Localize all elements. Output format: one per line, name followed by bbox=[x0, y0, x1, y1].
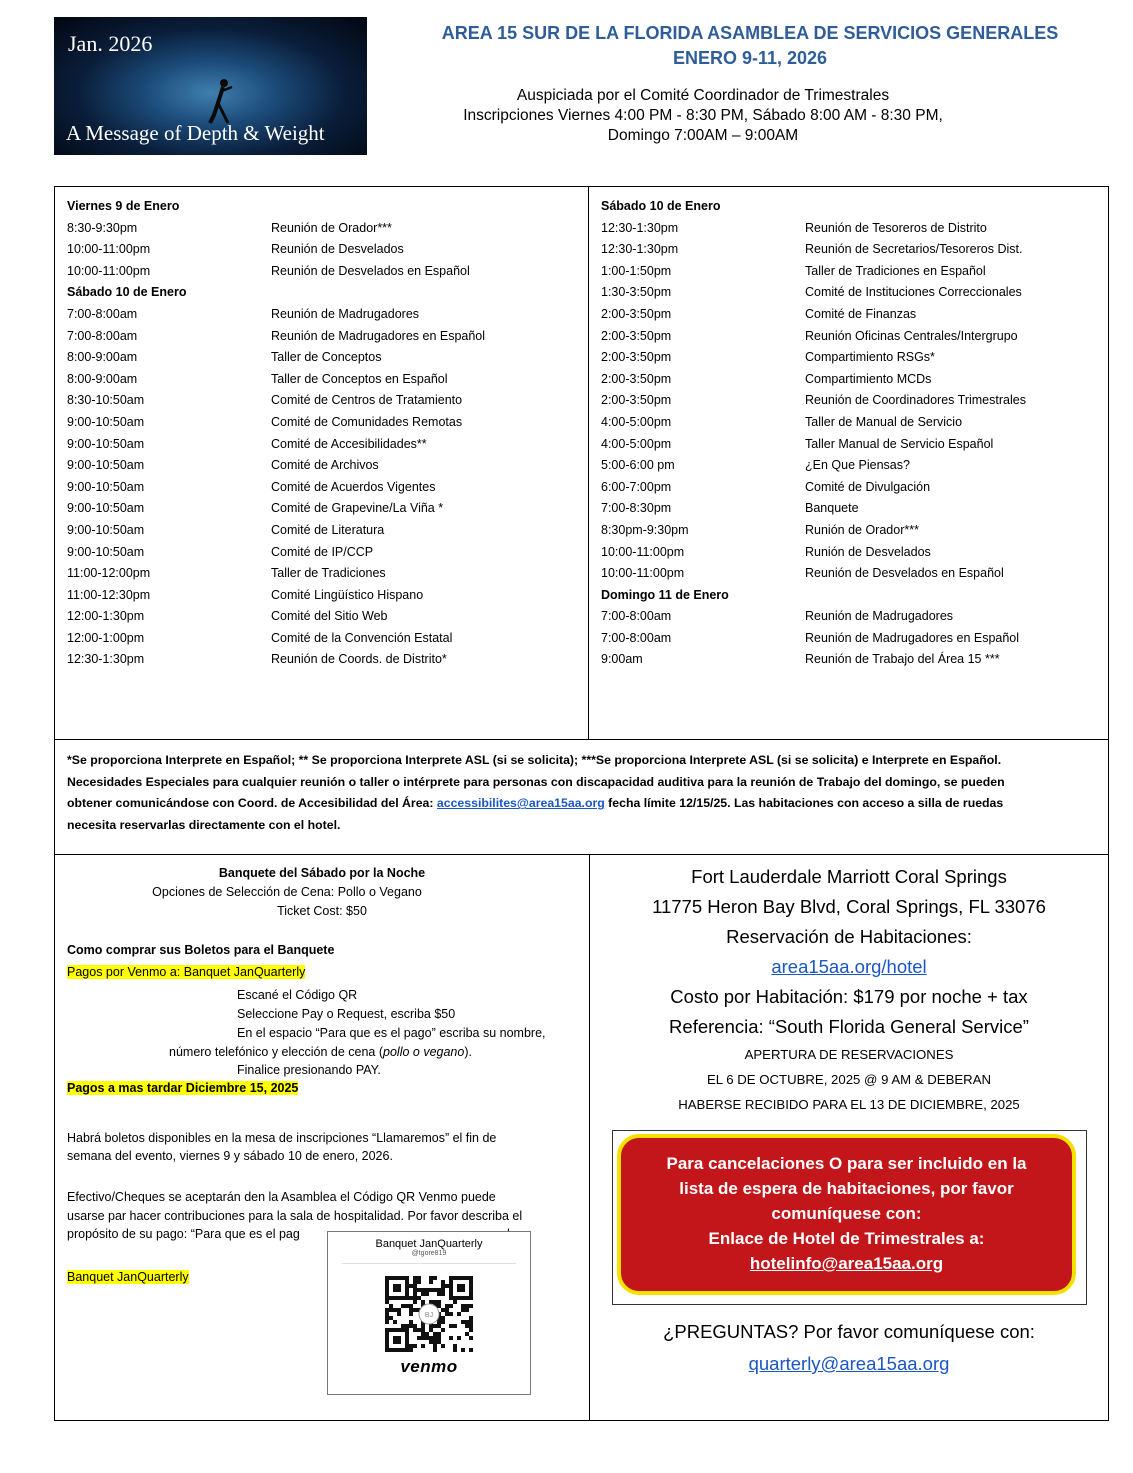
logo-date: Jan. 2026 bbox=[68, 31, 153, 56]
diver-icon bbox=[204, 77, 238, 127]
schedule-event: ¿En Que Piensas? bbox=[805, 458, 910, 473]
schedule-event: Comité de Instituciones Correccionales bbox=[805, 285, 1022, 300]
schedule-time: 4:00-5:00pm bbox=[601, 414, 672, 429]
schedule-time: 6:00-7:00pm bbox=[601, 479, 672, 494]
schedule-row bbox=[67, 649, 582, 671]
schedule-time: 2:00-3:50pm bbox=[601, 306, 672, 321]
schedule-row bbox=[601, 542, 1101, 564]
schedule-row bbox=[67, 304, 582, 326]
schedule-row bbox=[601, 304, 1101, 326]
questions-email-link[interactable]: quarterly@area15aa.org bbox=[748, 1353, 950, 1374]
schedule-time: 9:00-10:50am bbox=[67, 414, 145, 429]
schedule-event: Taller Manual de Servicio Español bbox=[805, 436, 994, 451]
schedule-event: Reunión de Madrugadores en Español bbox=[271, 328, 486, 343]
schedule-event: Comité de Archivos bbox=[271, 458, 379, 473]
schedule-event: Reunión de Desvelados en Español bbox=[805, 566, 1004, 581]
schedule-time: 1:30-3:50pm bbox=[601, 285, 672, 300]
schedule-event: Runión de Desvelados bbox=[805, 544, 931, 559]
schedule-event: Comité de Grapevine/La Viña * bbox=[271, 501, 444, 516]
schedule-row bbox=[601, 239, 1101, 261]
schedule-row bbox=[67, 434, 582, 456]
schedule-time: 12:30-1:30pm bbox=[601, 220, 679, 235]
schedule-row bbox=[67, 498, 582, 520]
schedule-time: 9:00-10:50am bbox=[67, 522, 145, 537]
schedule-event: Reunión de Tesoreros de Distrito bbox=[805, 220, 987, 235]
schedule-time: 2:00-3:50pm bbox=[601, 393, 672, 408]
banquet-options: Opciones de Selección de Cena: Pollo o Vegano bbox=[152, 885, 422, 899]
schedule-row bbox=[601, 498, 1101, 520]
schedule-row bbox=[67, 606, 582, 628]
cancellation-notice: Para cancelaciones O para ser incluido en la lista de espera de habitaciones, por favor comuníquese con: Enlace de Hotel de Trimestrales a: hotelinfo@area15aa.org bbox=[617, 1134, 1076, 1295]
schedule-time: 8:30-10:50am bbox=[67, 393, 145, 408]
hotel-reservations-label: Reservación de Habitaciones: bbox=[726, 926, 972, 947]
banquet-cost: Ticket Cost: $50 bbox=[277, 904, 367, 918]
schedule-row bbox=[601, 455, 1101, 477]
schedule-event: Comité Lingüístico Hispano bbox=[271, 587, 424, 602]
step-4: número telefónico y elección de cena (pollo o vegano). bbox=[169, 1045, 472, 1059]
schedule-time: 10:00-11:00pm bbox=[67, 263, 151, 278]
schedule-time: 10:00-11:00pm bbox=[601, 544, 685, 559]
venmo-logo: venmo bbox=[400, 1357, 458, 1376]
schedule-event: Comité del Sitio Web bbox=[271, 609, 388, 624]
schedule-row bbox=[67, 563, 582, 585]
schedule-row bbox=[601, 434, 1101, 456]
schedule-time: 7:00-8:00am bbox=[601, 630, 672, 645]
schedule-time: 9:00-10:50am bbox=[67, 436, 145, 451]
schedule-time: 9:00-10:50am bbox=[67, 479, 145, 494]
step-1: Escané el Código QR bbox=[237, 988, 358, 1002]
schedule-row bbox=[67, 628, 582, 650]
schedule-event: Reunión de Madrugadores bbox=[805, 609, 954, 624]
schedule-time: 12:30-1:30pm bbox=[67, 652, 145, 667]
hotel-reference: Referencia: “South Florida General Service” bbox=[669, 1016, 1029, 1037]
schedule-row bbox=[601, 390, 1101, 412]
schedule-time: 4:00-5:00pm bbox=[601, 436, 672, 451]
venmo-qr-card[interactable] bbox=[327, 1231, 531, 1395]
schedule-day-heading: Domingo 11 de Enero bbox=[601, 587, 729, 602]
schedule-row bbox=[601, 369, 1101, 391]
schedule-left-column bbox=[67, 196, 582, 671]
schedule-event: Reunión de Coords. de Distrito* bbox=[271, 652, 447, 667]
schedule-row bbox=[67, 326, 582, 348]
schedule-row bbox=[601, 218, 1101, 240]
schedule-time: 12:00-1:30pm bbox=[67, 609, 145, 624]
schedule-event: Comité de Centros de Tratamiento bbox=[271, 393, 463, 408]
logo-tagline: A Message of Depth & Weight bbox=[66, 121, 325, 145]
schedule-time: 7:00-8:00am bbox=[601, 609, 672, 624]
schedule-time: 2:00-3:50pm bbox=[601, 350, 672, 365]
event-logo bbox=[54, 17, 367, 155]
schedule-time: 1:00-1:50pm bbox=[601, 263, 672, 278]
schedule-row bbox=[67, 390, 582, 412]
schedule-day-heading: Sábado 10 de Enero bbox=[601, 199, 721, 213]
schedule-day-heading: Sábado 10 de Enero bbox=[67, 285, 187, 300]
schedule-time: 7:00-8:00am bbox=[67, 328, 138, 343]
schedule-event: Comité de IP/CCP bbox=[271, 544, 374, 559]
schedule-day-heading: Viernes 9 de Enero bbox=[67, 199, 180, 213]
schedule-event: Comité de Comunidades Remotas bbox=[271, 414, 463, 429]
schedule-event: Reunión Oficinas Centrales/Intergrupo bbox=[805, 328, 1018, 343]
schedule-time: 7:00-8:30pm bbox=[601, 501, 672, 516]
schedule-event: Reunión de Madrugadores bbox=[271, 306, 420, 321]
schedule-table bbox=[54, 186, 1109, 740]
schedule-event: Taller de Conceptos en Español bbox=[271, 371, 448, 386]
svg-text:BJ: BJ bbox=[424, 1312, 434, 1319]
schedule-row bbox=[67, 347, 582, 369]
schedule-event: Runión de Orador*** bbox=[805, 522, 919, 537]
schedule-row bbox=[67, 239, 582, 261]
schedule-time: 8:30pm-9:30pm bbox=[601, 522, 689, 537]
cancellation-box bbox=[612, 1130, 1087, 1305]
hotel-address: 11775 Heron Bay Blvd, Coral Springs, FL 33076 bbox=[652, 896, 1046, 917]
schedule-event: Comité de Accesibilidades** bbox=[271, 436, 427, 451]
qr-handle: @tgore819 bbox=[411, 1250, 447, 1257]
accessibility-email-link[interactable]: accessibilites@area15aa.org bbox=[436, 796, 605, 811]
step-2: Seleccione Pay o Request, escriba $50 bbox=[237, 1007, 456, 1021]
schedule-event: Reunión de Desvelados en Español bbox=[271, 263, 470, 278]
schedule-time: 7:00-8:00am bbox=[67, 306, 138, 321]
schedule-row bbox=[601, 649, 1101, 671]
step-5: Finalice presionando PAY. bbox=[237, 1063, 381, 1077]
venmo-account: Banquet JanQuarterly bbox=[67, 1270, 189, 1284]
schedule-row bbox=[67, 412, 582, 434]
schedule-event: Compartimiento RSGs* bbox=[805, 350, 935, 365]
qr-code bbox=[385, 1276, 473, 1352]
schedule-row bbox=[601, 606, 1101, 628]
column-divider bbox=[588, 187, 589, 739]
schedule-event: Comité de Divulgación bbox=[805, 479, 931, 494]
schedule-event: Comité de la Convención Estatal bbox=[271, 630, 453, 645]
hotel-name: Fort Lauderdale Marriott Coral Springs bbox=[691, 866, 1007, 887]
schedule-row bbox=[67, 477, 582, 499]
qr-title: Banquet JanQuarterly bbox=[375, 1238, 483, 1250]
schedule-time: 9:00am bbox=[601, 652, 643, 667]
ticket-availability: Habrá boletos disponibles en la mesa de inscripciones “Llamaremos” el fin de semana del evento, viernes 9 y sábado 10 de enero, 2026. bbox=[67, 1131, 497, 1163]
schedule-time: 12:00-1:00pm bbox=[67, 630, 145, 645]
schedule-time: 9:00-10:50am bbox=[67, 501, 145, 516]
schedule-row bbox=[67, 369, 582, 391]
schedule-row bbox=[601, 628, 1101, 650]
schedule-event: Taller de Conceptos bbox=[271, 350, 382, 365]
schedule-row bbox=[601, 326, 1101, 348]
banquet-section bbox=[54, 854, 590, 1421]
how-to-buy-title: Como comprar sus Boletos para el Banquete bbox=[67, 943, 335, 957]
schedule-event: Reunión de Madrugadores en Español bbox=[805, 630, 1020, 645]
schedule-row bbox=[601, 563, 1101, 585]
schedule-time: 8:00-9:00am bbox=[67, 350, 138, 365]
schedule-event: Reunión de Coordinadores Trimestrales bbox=[805, 393, 1026, 408]
page-title: AREA 15 SUR DE LA FLORIDA ASAMBLEA DE SERVICIOS GENERALES ENERO 9-11, 2026 bbox=[441, 23, 1059, 68]
schedule-row bbox=[67, 261, 582, 283]
schedule-time: 2:00-3:50pm bbox=[601, 371, 672, 386]
step-3: En el espacio “Para que es el pago” escriba su nombre, bbox=[237, 1026, 546, 1040]
schedule-event: Taller de Tradiciones bbox=[271, 566, 386, 581]
venmo-payment: Pagos por Venmo a: Banquet JanQuarterly bbox=[67, 965, 306, 979]
schedule-event: Taller de Manual de Servicio bbox=[805, 414, 963, 429]
schedule-event: Comité de Acuerdos Vigentes bbox=[271, 479, 436, 494]
schedule-event: Comité de Finanzas bbox=[805, 306, 917, 321]
hotel-section bbox=[589, 854, 1109, 1421]
schedule-event: Banquete bbox=[805, 501, 859, 516]
schedule-row bbox=[67, 455, 582, 477]
schedule-row bbox=[601, 412, 1101, 434]
schedule-row bbox=[601, 282, 1101, 304]
schedule-right-column bbox=[601, 196, 1101, 671]
schedule-time: 10:00-11:00pm bbox=[601, 566, 685, 581]
room-cost: Costo por Habitación: $179 por noche + tax bbox=[670, 986, 1028, 1007]
schedule-time: 9:00-10:50am bbox=[67, 544, 145, 559]
schedule-row bbox=[601, 347, 1101, 369]
schedule-event: Reunión de Desvelados bbox=[271, 242, 404, 257]
schedule-time: 11:00-12:30pm bbox=[67, 587, 151, 602]
schedule-row bbox=[67, 520, 582, 542]
schedule-row bbox=[67, 218, 582, 240]
payment-deadline: Pagos a mas tardar Diciembre 15, 2025 bbox=[67, 1081, 299, 1095]
schedule-event: Reunión de Orador*** bbox=[271, 220, 392, 235]
questions-label: ¿PREGUNTAS? Por favor comuníquese con: bbox=[663, 1321, 1035, 1342]
schedule-row bbox=[601, 477, 1101, 499]
schedule-event: Reunión de Trabajo del Área 15 *** bbox=[805, 652, 1000, 667]
schedule-row bbox=[67, 585, 582, 607]
accessibility-note: *Se proporciona Interprete en Español; ** Se proporciona Interprete ASL (si se solicita); ***Se proporciona Interprete ASL (si se solicita) e Interprete en Español. Necesidades Especiales para cualquier reunión o taller o intérprete para personas con discapacidad auditiva para la reunión de Trabajo del domingo, se pueden obtener comunicándose con Coord. de Accesibilidad del Área: accessibilites@area15aa.org fecha límite 12/15/25. Las habitaciones con acceso a silla de ruedas necesita reservarlas directamente con el hotel. bbox=[54, 740, 1109, 855]
banquet-title: Banquete del Sábado por la Noche bbox=[218, 866, 426, 880]
schedule-time: 5:00-6:00 pm bbox=[601, 458, 675, 473]
schedule-time: 12:30-1:30pm bbox=[601, 242, 679, 257]
hotel-info-email[interactable]: hotelinfo@area15aa.org bbox=[749, 1254, 944, 1273]
reservation-opening: APERTURA DE RESERVACIONES EL 6 DE OCTUBRE, 2025 @ 9 AM & DEBERAN HABERSE RECIBIDO PARA EL 13 DE DICIEMBRE, 2025 bbox=[678, 1047, 1020, 1112]
schedule-event: Reunión de Secretarios/Tesoreros Dist. bbox=[805, 242, 1023, 257]
schedule-time: 8:30-9:30pm bbox=[67, 220, 138, 235]
schedule-event: Comité de Literatura bbox=[271, 522, 385, 537]
schedule-row bbox=[601, 520, 1101, 542]
schedule-row bbox=[67, 542, 582, 564]
cash-checks-info: Efectivo/Cheques se aceptarán den la Asamblea el Código QR Venmo puede usarse par hacer contribuciones para la sala de hospitalidad. Por favor describa el propósito de su pago: “Para que es el pag bbox=[67, 1190, 523, 1241]
schedule-time: 2:00-3:50pm bbox=[601, 328, 672, 343]
schedule-event: Taller de Tradiciones en Español bbox=[805, 263, 986, 278]
schedule-time: 9:00-10:50am bbox=[67, 458, 145, 473]
schedule-time: 10:00-11:00pm bbox=[67, 242, 151, 257]
hotel-reservation-link[interactable]: area15aa.org/hotel bbox=[771, 956, 927, 977]
schedule-time: 8:00-9:00am bbox=[67, 371, 138, 386]
page-subtitle: Auspiciada por el Comité Coordinador de Trimestrales Inscripciones Viernes 4:00 PM - 8:30 PM, Sábado 8:00 AM - 8:30 PM, Domingo 7:00AM – 9:00AM bbox=[463, 87, 943, 144]
schedule-time: 11:00-12:00pm bbox=[67, 566, 151, 581]
schedule-row bbox=[601, 261, 1101, 283]
schedule-event: Compartimiento MCDs bbox=[805, 371, 932, 386]
